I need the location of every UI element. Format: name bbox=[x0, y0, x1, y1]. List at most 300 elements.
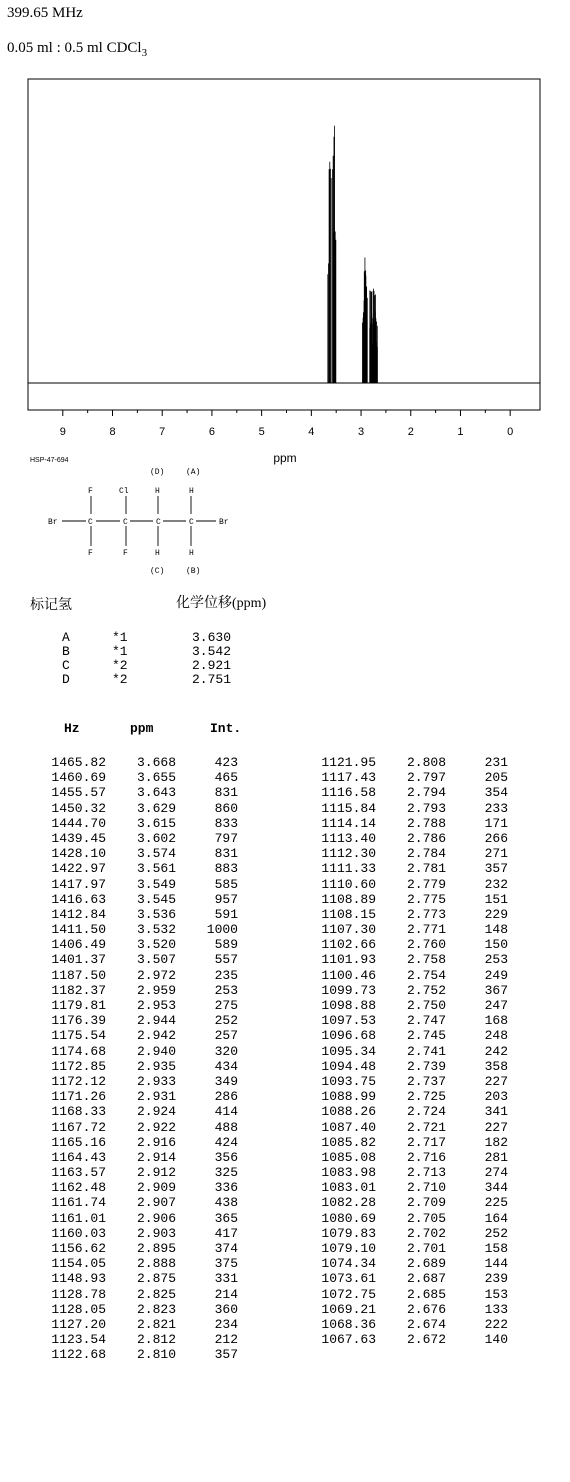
peak-hz: 1128.78 bbox=[51, 1286, 106, 1302]
col-header-ppm: ppm bbox=[130, 721, 154, 736]
peak-ppm: 2.713 bbox=[406, 1165, 446, 1181]
peak-hz: 1439.45 bbox=[51, 830, 106, 846]
peak-hz: 1176.39 bbox=[51, 1013, 106, 1029]
peak-row bbox=[314, 1287, 508, 1302]
peak-row bbox=[314, 952, 508, 967]
peak-int: 274 bbox=[484, 1165, 508, 1181]
peak-ppm: 2.709 bbox=[406, 1195, 446, 1211]
peak-hz: 1115.84 bbox=[321, 800, 376, 816]
peak-int: 591 bbox=[214, 906, 238, 922]
carbon-3: C bbox=[156, 518, 161, 527]
peak-ppm: 2.944 bbox=[136, 1013, 176, 1029]
peak-row bbox=[314, 983, 508, 998]
peak-ppm: 2.701 bbox=[406, 1241, 446, 1256]
peak-ppm: 2.959 bbox=[136, 982, 176, 998]
peak-ppm: 2.773 bbox=[406, 906, 446, 922]
peak-ppm: 2.710 bbox=[406, 1180, 446, 1196]
peak-hz: 1097.53 bbox=[321, 1013, 376, 1029]
peak-hz: 1148.93 bbox=[51, 1271, 106, 1287]
peak-row bbox=[314, 1241, 508, 1256]
x-tick-label-7: 7 bbox=[159, 426, 166, 438]
peak-row bbox=[44, 1074, 238, 1089]
peak-row bbox=[44, 1089, 238, 1104]
peak-ppm: 2.907 bbox=[136, 1195, 176, 1211]
assignment-table bbox=[62, 631, 252, 687]
peak-row bbox=[314, 1013, 508, 1028]
peak-ppm: 2.922 bbox=[136, 1119, 176, 1135]
x-tick-label-3: 3 bbox=[357, 426, 365, 438]
peak-row bbox=[44, 1028, 238, 1043]
peak-int: 214 bbox=[214, 1286, 238, 1302]
peak-ppm: 2.914 bbox=[136, 1149, 176, 1165]
x-tick-label-6: 6 bbox=[208, 426, 215, 438]
peak-ppm: 2.784 bbox=[406, 846, 446, 862]
peak-int: 354 bbox=[484, 785, 508, 801]
peak-hz: 1068.36 bbox=[321, 1316, 376, 1332]
peak-int: 365 bbox=[214, 1210, 238, 1226]
peak-row bbox=[44, 816, 238, 831]
peak-int: 434 bbox=[214, 1058, 238, 1074]
label-a: (A) bbox=[186, 468, 201, 477]
peak-hz: 1094.48 bbox=[321, 1058, 376, 1074]
peak-int: 358 bbox=[484, 1058, 508, 1074]
peak-int: 325 bbox=[214, 1165, 238, 1181]
peak-hz: 1450.32 bbox=[51, 800, 106, 816]
peak-row bbox=[314, 861, 508, 876]
assignment-label: B bbox=[62, 644, 70, 659]
peak-row bbox=[314, 1165, 508, 1180]
peak-int: 286 bbox=[214, 1089, 238, 1105]
peak-ppm: 2.909 bbox=[136, 1180, 176, 1196]
peak-row bbox=[314, 1059, 508, 1074]
peak-int: 275 bbox=[214, 998, 238, 1013]
peak-hz: 1401.37 bbox=[51, 952, 106, 968]
peak-hz: 1108.15 bbox=[321, 906, 376, 922]
peak-hz: 1079.10 bbox=[321, 1241, 376, 1256]
peak-int: 438 bbox=[214, 1195, 238, 1211]
peak-int: 585 bbox=[214, 876, 238, 892]
peak-int: 252 bbox=[214, 1013, 238, 1029]
peak-hz: 1088.99 bbox=[321, 1089, 376, 1105]
peak-hz: 1073.61 bbox=[321, 1271, 376, 1287]
peak-int: 831 bbox=[214, 785, 238, 801]
peak-int: 150 bbox=[484, 937, 508, 953]
peak-hz: 1101.93 bbox=[321, 952, 376, 968]
top-sub-1: F bbox=[88, 487, 93, 496]
peak-row bbox=[314, 1089, 508, 1104]
peak-int: 831 bbox=[214, 846, 238, 862]
assignment-note: *1 bbox=[112, 630, 128, 645]
peak-ppm: 2.812 bbox=[136, 1332, 176, 1348]
assignment-row bbox=[62, 631, 252, 645]
peak-hz: 1123.54 bbox=[51, 1332, 106, 1348]
peak-ppm: 2.750 bbox=[406, 998, 446, 1013]
x-tick-label-0: 0 bbox=[507, 426, 514, 438]
peak-ppm: 2.825 bbox=[136, 1286, 176, 1302]
peak-int: 266 bbox=[484, 830, 508, 846]
peak-ppm: 2.953 bbox=[136, 998, 176, 1013]
peak-ppm: 2.942 bbox=[136, 1028, 176, 1044]
peak-row bbox=[314, 1044, 508, 1059]
peak-hz: 1127.20 bbox=[51, 1316, 106, 1332]
peak-ppm: 2.689 bbox=[406, 1256, 446, 1272]
peak-row bbox=[314, 755, 508, 770]
peak-int: 414 bbox=[214, 1104, 238, 1120]
peak-ppm: 2.717 bbox=[406, 1134, 446, 1150]
label-c: (C) bbox=[150, 567, 165, 576]
peak-hz: 1411.50 bbox=[51, 922, 106, 938]
peak-int: 234 bbox=[214, 1316, 238, 1332]
peak-ppm: 3.602 bbox=[136, 830, 176, 846]
peak-hz: 1161.01 bbox=[51, 1210, 106, 1226]
peak-hz: 1428.10 bbox=[51, 846, 106, 862]
peak-row bbox=[44, 1180, 238, 1195]
peak-hz: 1113.40 bbox=[321, 830, 376, 846]
peak-ppm: 3.561 bbox=[136, 861, 176, 877]
peak-row bbox=[44, 1120, 238, 1135]
peak-row bbox=[314, 1074, 508, 1089]
peak-row bbox=[314, 1028, 508, 1043]
peak-int: 557 bbox=[214, 952, 238, 968]
sample-solvent-subscript: 3 bbox=[141, 47, 148, 59]
peak-ppm: 2.752 bbox=[406, 982, 446, 998]
peak-int: 227 bbox=[484, 1073, 508, 1089]
peak-ppm: 2.724 bbox=[406, 1104, 446, 1120]
peak-row bbox=[314, 937, 508, 952]
peak-row bbox=[44, 1211, 238, 1226]
assignment-label: C bbox=[62, 658, 70, 673]
assignment-row bbox=[62, 673, 252, 687]
peak-row bbox=[314, 831, 508, 846]
compound-code: HSP-47-694 bbox=[30, 457, 69, 464]
peak-int: 153 bbox=[484, 1286, 508, 1302]
peak-row bbox=[44, 770, 238, 785]
peak-hz: 1460.69 bbox=[51, 770, 106, 786]
peak-hz: 1128.05 bbox=[51, 1301, 106, 1317]
peak-row bbox=[314, 907, 508, 922]
peak-ppm: 2.940 bbox=[136, 1043, 176, 1059]
peak-ppm: 2.895 bbox=[136, 1241, 176, 1256]
peak-ppm: 3.545 bbox=[136, 891, 176, 907]
peak-row bbox=[314, 816, 508, 831]
peak-ppm: 2.705 bbox=[406, 1210, 446, 1226]
peak-int: 833 bbox=[214, 815, 238, 831]
peak-ppm: 2.935 bbox=[136, 1058, 176, 1074]
peak-hz: 1179.81 bbox=[51, 998, 106, 1013]
peak-int: 375 bbox=[214, 1256, 238, 1272]
peak-row bbox=[314, 892, 508, 907]
bottom-sub-3: H bbox=[155, 549, 160, 558]
peak-int: 488 bbox=[214, 1119, 238, 1135]
peak-ppm: 2.788 bbox=[406, 815, 446, 831]
peak-ppm: 2.745 bbox=[406, 1028, 446, 1044]
peak-ppm: 2.875 bbox=[136, 1271, 176, 1287]
peak-ppm: 2.810 bbox=[136, 1347, 176, 1363]
peak-hz: 1163.57 bbox=[51, 1165, 106, 1181]
peak-ppm: 2.931 bbox=[136, 1089, 176, 1105]
peak-row bbox=[44, 831, 238, 846]
peak-hz: 1082.28 bbox=[321, 1195, 376, 1211]
peak-ppm: 2.794 bbox=[406, 785, 446, 801]
peak-ppm: 2.781 bbox=[406, 861, 446, 877]
peak-row bbox=[44, 861, 238, 876]
peak-row bbox=[44, 1347, 238, 1362]
peak-hz: 1406.49 bbox=[51, 937, 106, 953]
x-tick-label-1: 1 bbox=[457, 426, 464, 438]
peak-int: 253 bbox=[484, 952, 508, 968]
peak-row bbox=[314, 846, 508, 861]
top-sub-3: H bbox=[155, 487, 160, 496]
peak-hz: 1067.63 bbox=[321, 1332, 376, 1348]
peak-hz: 1121.95 bbox=[321, 755, 376, 770]
peak-int: 253 bbox=[214, 982, 238, 998]
peak-row bbox=[314, 801, 508, 816]
peak-row bbox=[314, 1271, 508, 1286]
peak-row bbox=[44, 1256, 238, 1271]
peak-ppm: 2.779 bbox=[406, 876, 446, 892]
peak-hz: 1107.30 bbox=[321, 922, 376, 938]
peak-hz: 1154.05 bbox=[51, 1256, 106, 1272]
peak-row bbox=[314, 1211, 508, 1226]
peak-row bbox=[314, 968, 508, 983]
peak-int: 222 bbox=[484, 1316, 508, 1332]
peak-int: 320 bbox=[214, 1043, 238, 1059]
sample-solvent-text: 0.05 ml : 0.5 ml CDCl bbox=[7, 40, 142, 56]
peak-ppm: 3.655 bbox=[136, 770, 176, 786]
peak-int: 205 bbox=[484, 770, 508, 786]
peak-hz: 1069.21 bbox=[321, 1301, 376, 1317]
peak-row bbox=[44, 892, 238, 907]
peak-ppm: 2.739 bbox=[406, 1058, 446, 1074]
peak-ppm: 2.754 bbox=[406, 967, 446, 983]
peak-int: 249 bbox=[484, 967, 508, 983]
peak-hz: 1465.82 bbox=[51, 755, 106, 770]
peak-hz: 1168.33 bbox=[51, 1104, 106, 1120]
peak-ppm: 2.702 bbox=[406, 1225, 446, 1241]
peak-hz: 1161.74 bbox=[51, 1195, 106, 1211]
peak-ppm: 2.716 bbox=[406, 1149, 446, 1165]
peak-hz: 1122.68 bbox=[51, 1347, 106, 1363]
peak-hz: 1422.97 bbox=[51, 861, 106, 877]
x-tick-label-9: 9 bbox=[59, 426, 66, 438]
peak-row bbox=[314, 1226, 508, 1241]
peak-row bbox=[44, 755, 238, 770]
peak-int: 271 bbox=[484, 846, 508, 862]
peak-row bbox=[314, 770, 508, 785]
peak-hz: 1085.08 bbox=[321, 1149, 376, 1165]
peak-int: 465 bbox=[214, 770, 238, 786]
peak-hz: 1100.46 bbox=[321, 967, 376, 983]
assignment-note: *1 bbox=[112, 644, 128, 659]
peak-hz: 1080.69 bbox=[321, 1210, 376, 1226]
peak-hz: 1455.57 bbox=[51, 785, 106, 801]
peak-hz: 1114.14 bbox=[321, 815, 376, 831]
peak-int: 860 bbox=[214, 800, 238, 816]
peak-hz: 1444.70 bbox=[51, 815, 106, 831]
peak-row bbox=[44, 952, 238, 967]
peak-row bbox=[44, 937, 238, 952]
x-axis-label: ppm bbox=[273, 451, 297, 465]
top-sub-4: H bbox=[189, 487, 194, 496]
peak-hz: 1098.88 bbox=[321, 998, 376, 1013]
x-tick-label-2: 2 bbox=[407, 426, 414, 438]
peak-hz: 1412.84 bbox=[51, 906, 106, 922]
assignment-label: A bbox=[62, 630, 70, 645]
peak-ppm: 3.574 bbox=[136, 846, 176, 862]
peak-ppm: 2.797 bbox=[406, 770, 446, 786]
assignment-row bbox=[62, 645, 252, 659]
peak-row bbox=[44, 968, 238, 983]
peak-ppm: 2.906 bbox=[136, 1210, 176, 1226]
peak-int: 231 bbox=[484, 755, 508, 770]
peak-ppm: 2.786 bbox=[406, 830, 446, 846]
peak-ppm: 2.888 bbox=[136, 1256, 176, 1272]
peak-row bbox=[314, 1256, 508, 1271]
peak-hz: 1175.54 bbox=[51, 1028, 106, 1044]
peak-row bbox=[44, 998, 238, 1013]
peak-int: 148 bbox=[484, 922, 508, 938]
assignment-shift: 3.630 bbox=[192, 630, 232, 645]
peak-int: 151 bbox=[484, 891, 508, 907]
peak-hz: 1172.85 bbox=[51, 1058, 106, 1074]
assignment-note: *2 bbox=[112, 672, 128, 687]
peak-ppm: 2.775 bbox=[406, 891, 446, 907]
peak-hz: 1095.34 bbox=[321, 1043, 376, 1059]
peak-int: 356 bbox=[214, 1149, 238, 1165]
peak-ppm: 2.737 bbox=[406, 1073, 446, 1089]
peak-row bbox=[44, 922, 238, 937]
peak-int: 239 bbox=[484, 1271, 508, 1287]
peak-hz: 1079.83 bbox=[321, 1225, 376, 1241]
peak-hz: 1160.03 bbox=[51, 1225, 106, 1241]
peak-int: 360 bbox=[214, 1301, 238, 1317]
peak-ppm: 2.912 bbox=[136, 1165, 176, 1181]
bottom-sub-4: H bbox=[189, 549, 194, 558]
peak-int: 182 bbox=[484, 1134, 508, 1150]
peak-ppm: 2.687 bbox=[406, 1271, 446, 1287]
peak-ppm: 2.924 bbox=[136, 1104, 176, 1120]
peak-int: 423 bbox=[214, 755, 238, 770]
peak-hz: 1074.34 bbox=[321, 1256, 376, 1272]
peak-int: 168 bbox=[484, 1013, 508, 1029]
peak-row bbox=[314, 998, 508, 1013]
peak-row bbox=[314, 1120, 508, 1135]
peak-ppm: 2.674 bbox=[406, 1316, 446, 1332]
peak-hz: 1417.97 bbox=[51, 876, 106, 892]
peak-int: 171 bbox=[484, 815, 508, 831]
x-tick-label-8: 8 bbox=[109, 426, 116, 438]
assignment-header-shift: 化学位移(ppm) bbox=[176, 596, 267, 611]
peak-int: 331 bbox=[214, 1271, 238, 1287]
peak-ppm: 2.916 bbox=[136, 1134, 176, 1150]
spectrometer-frequency: 399.65 MHz bbox=[7, 5, 83, 21]
peak-row bbox=[44, 1332, 238, 1347]
peak-ppm: 2.685 bbox=[406, 1286, 446, 1302]
peak-row bbox=[44, 785, 238, 800]
peak-hz: 1171.26 bbox=[51, 1089, 106, 1105]
peak-hz: 1416.63 bbox=[51, 891, 106, 907]
peak-int: 233 bbox=[484, 800, 508, 816]
peak-ppm: 2.933 bbox=[136, 1073, 176, 1089]
peak-hz: 1167.72 bbox=[51, 1119, 106, 1135]
peak-hz: 1112.30 bbox=[321, 846, 376, 862]
peak-ppm: 3.668 bbox=[136, 755, 176, 770]
peak-ppm: 2.725 bbox=[406, 1089, 446, 1105]
peak-row bbox=[44, 1165, 238, 1180]
peak-hz: 1087.40 bbox=[321, 1119, 376, 1135]
peak-int: 212 bbox=[214, 1332, 238, 1348]
peak-ppm: 2.793 bbox=[406, 800, 446, 816]
atom-br-left: Br bbox=[48, 518, 58, 527]
peak-row bbox=[314, 1180, 508, 1195]
col-header-int: Int. bbox=[210, 721, 242, 736]
peak-ppm: 2.747 bbox=[406, 1013, 446, 1029]
peak-ppm: 2.903 bbox=[136, 1225, 176, 1241]
peak-ppm: 3.549 bbox=[136, 876, 176, 892]
peak-row bbox=[314, 1332, 508, 1347]
peak-row bbox=[314, 1104, 508, 1119]
peak-int: 336 bbox=[214, 1180, 238, 1196]
peak-hz: 1111.33 bbox=[321, 861, 376, 877]
peak-row bbox=[44, 801, 238, 816]
peak-int: 225 bbox=[484, 1195, 508, 1211]
peak-int: 357 bbox=[214, 1347, 238, 1363]
bottom-sub-2: F bbox=[123, 549, 128, 558]
peak-ppm: 2.821 bbox=[136, 1316, 176, 1332]
peak-int: 227 bbox=[484, 1119, 508, 1135]
peak-hz: 1165.16 bbox=[51, 1134, 106, 1150]
peak-int: 1000 bbox=[206, 922, 238, 938]
peak-int: 417 bbox=[214, 1225, 238, 1241]
peak-hz: 1108.89 bbox=[321, 891, 376, 907]
peak-row bbox=[44, 1302, 238, 1317]
peak-hz: 1162.48 bbox=[51, 1180, 106, 1196]
col-header-hz: Hz bbox=[64, 721, 80, 736]
peak-row bbox=[44, 877, 238, 892]
peak-int: 344 bbox=[484, 1180, 508, 1196]
peak-row bbox=[44, 1044, 238, 1059]
peak-int: 203 bbox=[484, 1089, 508, 1105]
assignment-shift: 2.751 bbox=[192, 672, 232, 687]
peak-ppm: 2.741 bbox=[406, 1043, 446, 1059]
assignment-shift: 3.542 bbox=[192, 644, 232, 659]
peak-hz: 1174.68 bbox=[51, 1043, 106, 1059]
peak-hz: 1102.66 bbox=[321, 937, 376, 953]
peak-int: 158 bbox=[484, 1241, 508, 1256]
peak-int: 374 bbox=[214, 1241, 238, 1256]
peak-int: 232 bbox=[484, 876, 508, 892]
peak-list-left bbox=[44, 755, 238, 1363]
peak-row bbox=[314, 1195, 508, 1210]
peak-int: 357 bbox=[484, 861, 508, 877]
peak-row bbox=[44, 846, 238, 861]
peak-row bbox=[44, 1271, 238, 1286]
peak-int: 281 bbox=[484, 1149, 508, 1165]
peak-ppm: 2.760 bbox=[406, 937, 446, 953]
bottom-sub-1: F bbox=[88, 549, 93, 558]
assignment-note: *2 bbox=[112, 658, 128, 673]
peak-int: 589 bbox=[214, 937, 238, 953]
peak-ppm: 2.823 bbox=[136, 1301, 176, 1317]
peak-int: 229 bbox=[484, 906, 508, 922]
peak-hz: 1093.75 bbox=[321, 1073, 376, 1089]
peak-hz: 1164.43 bbox=[51, 1149, 106, 1165]
peak-row bbox=[314, 1135, 508, 1150]
peak-ppm: 2.771 bbox=[406, 922, 446, 938]
peak-row bbox=[44, 983, 238, 998]
peak-row bbox=[44, 1195, 238, 1210]
peak-row bbox=[44, 1287, 238, 1302]
